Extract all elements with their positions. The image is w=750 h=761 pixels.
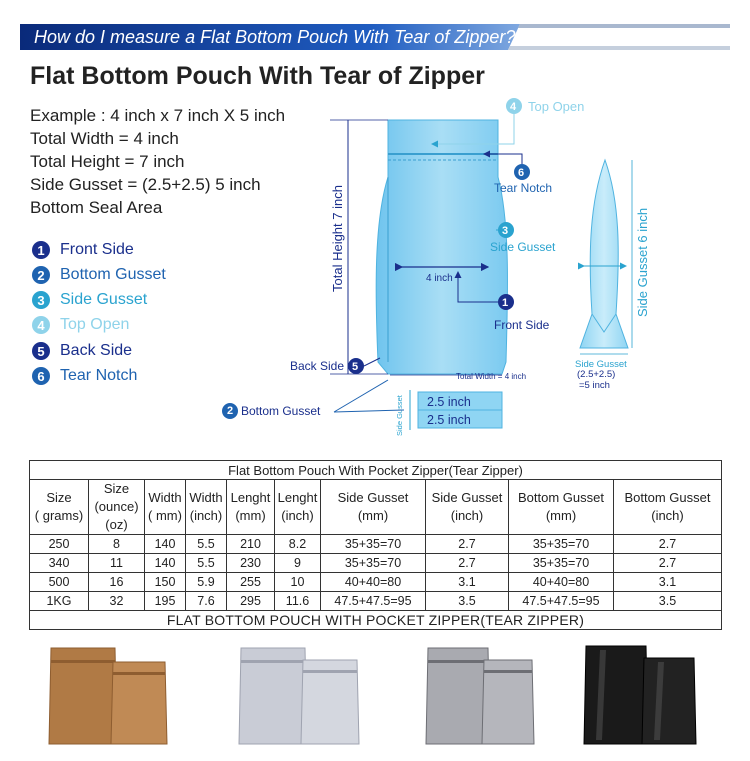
banner-text: How do I measure a Flat Bottom Pouch With Tear of Zipper? <box>34 27 516 47</box>
table-footer: FLAT BOTTOM POUCH WITH POCKET ZIPPER(TEAR ZIPPER) <box>30 611 722 630</box>
callout-label: Side Gusset <box>490 240 556 254</box>
header-length-mm: Lenght (mm) <box>227 480 275 535</box>
cell: 150 <box>145 573 186 592</box>
size-table <box>29 460 722 630</box>
cell: 500 <box>30 573 89 592</box>
legend-item-top-open <box>32 314 129 336</box>
table-caption: Flat Bottom Pouch With Pocket Zipper(Tear Zipper) <box>30 461 722 480</box>
legend-item-side-gusset <box>32 289 147 311</box>
callout-label: Tear Notch <box>494 181 553 195</box>
header-size-oz: Size (ounce) (oz) <box>89 480 145 535</box>
cell: 2.7 <box>614 535 722 554</box>
cell: 9 <box>275 554 321 573</box>
product-image-kraft <box>45 640 175 750</box>
total-height-label: Total Height 7 inch <box>330 185 345 292</box>
cell: 2.7 <box>426 535 509 554</box>
legend-item-tear-notch <box>32 365 137 387</box>
table-row <box>30 554 722 573</box>
legend-number-badge: 1 <box>32 241 50 259</box>
cell: 40+40=80 <box>321 573 426 592</box>
callout-number: 4 <box>510 101 517 113</box>
cell: 11 <box>89 554 145 573</box>
legend-number-badge: 4 <box>32 316 50 334</box>
pouch-side-view <box>580 160 628 348</box>
header-width-inch: Width (inch) <box>186 480 227 535</box>
header-bottom-gusset-mm: Bottom Gusset (mm) <box>509 480 614 535</box>
cell: 10 <box>275 573 321 592</box>
gusset-half-2: 2.5 inch <box>427 413 471 427</box>
width-4-label: 4 inch <box>426 273 453 284</box>
cell: 3.5 <box>614 592 722 611</box>
pouch-dimension-diagram <box>270 92 750 442</box>
table-row <box>30 535 722 554</box>
callout-label: Top Open <box>528 99 585 114</box>
gusset-half-1: 2.5 inch <box>427 395 471 409</box>
callout-label: Front Side <box>494 318 550 332</box>
cell: 35+35=70 <box>509 554 614 573</box>
header-size-grams: Size ( grams) <box>30 480 89 535</box>
total-width-label: Total Width = 4 inch <box>456 372 527 381</box>
table-row <box>30 573 722 592</box>
callout-number: 6 <box>518 167 525 179</box>
spec-total-width: Total Width = 4 inch <box>30 129 179 148</box>
spec-bottom-seal: Bottom Seal Area <box>30 198 163 217</box>
side-gusset-small-label: Side Gusset <box>395 395 404 436</box>
spec-total-height: Total Height = 7 inch <box>30 152 185 171</box>
product-image-black <box>580 640 710 750</box>
product-image-glossy-silver <box>420 640 550 750</box>
cell: 40+40=80 <box>509 573 614 592</box>
cell: 250 <box>30 535 89 554</box>
spec-example: Example : 4 inch x 7 inch X 5 inch <box>30 106 286 125</box>
cell: 230 <box>227 554 275 573</box>
cell: 210 <box>227 535 275 554</box>
legend-label: Front Side <box>60 241 134 258</box>
legend-item-bottom-gusset <box>32 264 166 286</box>
table-row <box>30 592 722 611</box>
legend-label: Side Gusset <box>60 291 148 308</box>
legend-number-badge: 5 <box>32 342 50 360</box>
cell: 1KG <box>30 592 89 611</box>
bottom-gusset-leader <box>334 380 388 412</box>
callout-number: 3 <box>502 225 509 237</box>
cell: 2.7 <box>614 554 722 573</box>
cell: 195 <box>145 592 186 611</box>
header-side-gusset-inch: Side Gusset (inch) <box>426 480 509 535</box>
side-gusset-note-3: =5 inch <box>579 380 610 391</box>
callout-label: Bottom Gusset <box>241 404 321 418</box>
header-banner <box>20 22 730 52</box>
bottom-gusset-leader-2 <box>334 410 404 412</box>
cell: 3.1 <box>614 573 722 592</box>
page-title: Flat Bottom Pouch With Tear of Zipper <box>30 62 485 90</box>
side-gusset-note-1: Side Gusset <box>575 359 627 370</box>
legend-number-badge: 3 <box>32 291 50 309</box>
header-length-inch: Lenght (inch) <box>275 480 321 535</box>
cell: 35+35=70 <box>509 535 614 554</box>
cell: 7.6 <box>186 592 227 611</box>
cell: 140 <box>145 554 186 573</box>
cell: 35+35=70 <box>321 535 426 554</box>
side-gusset-note-2: (2.5+2.5) <box>577 369 616 380</box>
legend-item-back-side <box>32 340 132 362</box>
product-image-matte-silver <box>235 640 365 750</box>
table-header-row <box>30 480 722 535</box>
callout-bottom-gusset-label <box>222 403 320 419</box>
cell: 340 <box>30 554 89 573</box>
header-width-mm: Width ( mm) <box>145 480 186 535</box>
callout-number: 1 <box>502 297 509 309</box>
legend-number-badge: 6 <box>32 367 50 385</box>
callout-label: Back Side <box>290 359 345 373</box>
cell: 16 <box>89 573 145 592</box>
legend-label: Tear Notch <box>60 367 138 384</box>
side-gusset-height-label: Side Gusset 6 inch <box>635 207 650 317</box>
cell: 295 <box>227 592 275 611</box>
cell: 8 <box>89 535 145 554</box>
cell: 32 <box>89 592 145 611</box>
header-side-gusset-mm: Side Gusset (mm) <box>321 480 426 535</box>
cell: 8.2 <box>275 535 321 554</box>
legend-number-badge: 2 <box>32 266 50 284</box>
cell: 255 <box>227 573 275 592</box>
pouch-front-view <box>376 120 507 374</box>
callout-back-side <box>290 358 380 374</box>
cell: 5.9 <box>186 573 227 592</box>
legend-item-front-side <box>32 239 134 261</box>
callout-number: 2 <box>222 403 238 419</box>
legend-label: Back Side <box>60 342 133 359</box>
callout-number: 5 <box>352 361 359 373</box>
spec-side-gusset: Side Gusset = (2.5+2.5) 5 inch <box>30 175 261 194</box>
cell: 5.5 <box>186 535 227 554</box>
legend-label: Top Open <box>60 316 130 333</box>
cell: 47.5+47.5=95 <box>321 592 426 611</box>
cell: 3.5 <box>426 592 509 611</box>
legend-label: Bottom Gusset <box>60 266 166 283</box>
cell: 3.1 <box>426 573 509 592</box>
cell: 35+35=70 <box>321 554 426 573</box>
cell: 47.5+47.5=95 <box>509 592 614 611</box>
cell: 11.6 <box>275 592 321 611</box>
cell: 2.7 <box>426 554 509 573</box>
cell: 5.5 <box>186 554 227 573</box>
cell: 140 <box>145 535 186 554</box>
bottom-gusset-boxes <box>395 390 502 436</box>
header-bottom-gusset-inch: Bottom Gusset (inch) <box>614 480 722 535</box>
